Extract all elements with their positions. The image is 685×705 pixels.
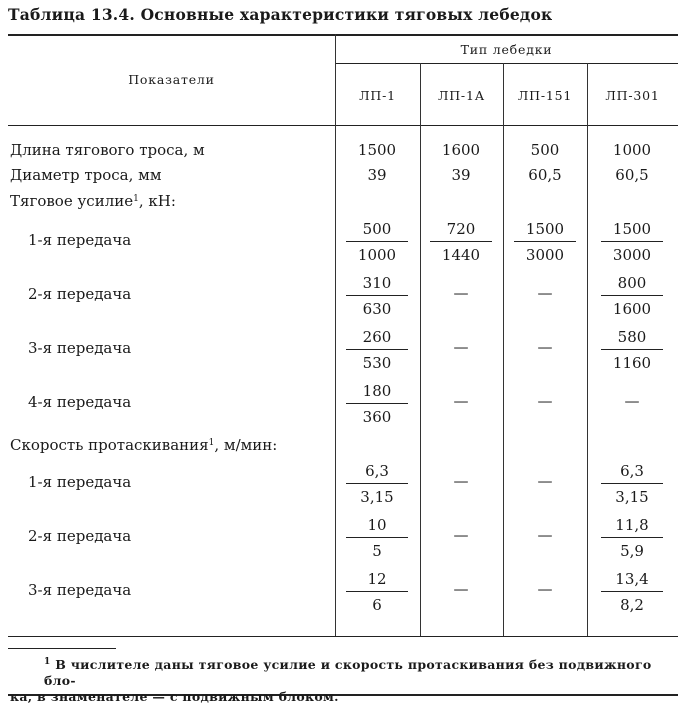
fraction-cell bbox=[342, 460, 412, 508]
fraction-cell bbox=[342, 218, 412, 266]
cell: 1000 bbox=[612, 141, 652, 159]
fraction-bar bbox=[601, 349, 663, 350]
denominator: 530 bbox=[362, 354, 392, 372]
empty-cell-dash: — bbox=[537, 392, 553, 410]
numerator: 1500 bbox=[612, 220, 652, 238]
fraction-bar bbox=[346, 537, 408, 538]
fraction-cell bbox=[597, 218, 667, 266]
fraction-bar bbox=[346, 241, 408, 242]
denominator: 1600 bbox=[612, 300, 652, 318]
section-label-traction: Тяговое усилие$^1$, кН: bbox=[10, 192, 176, 210]
empty-cell-dash: — bbox=[537, 284, 553, 302]
cell: 500 bbox=[530, 141, 560, 159]
empty-cell-dash: — bbox=[624, 392, 640, 410]
numerator: 13,4 bbox=[615, 570, 649, 588]
cell: 1500 bbox=[357, 141, 397, 159]
fraction-bar bbox=[601, 295, 663, 296]
empty-cell-dash: — bbox=[453, 580, 469, 598]
row-label-gear: 1-я передача bbox=[28, 231, 132, 249]
fraction-bar bbox=[601, 591, 663, 592]
denominator: 1000 bbox=[357, 246, 397, 264]
cell: 60,5 bbox=[615, 166, 649, 184]
section-label-speed: Скорость протаскивания$^1$, м/мин: bbox=[10, 436, 278, 454]
row-label-gear: 1-я передача bbox=[28, 473, 132, 491]
table-caption: Таблица 13.4. Основные характеристики тяговых лебедок bbox=[8, 5, 553, 24]
numerator: 1500 bbox=[525, 220, 565, 238]
denominator: 3,15 bbox=[360, 488, 394, 506]
header-col-lp1a: ЛП-1А bbox=[438, 88, 485, 103]
fraction-bar bbox=[601, 537, 663, 538]
denominator: 5 bbox=[372, 542, 382, 560]
cell: 39 bbox=[451, 166, 471, 184]
row-label-rope-length: Длина тягового троса, м bbox=[10, 141, 205, 159]
empty-cell-dash: — bbox=[537, 472, 553, 490]
denominator: 8,2 bbox=[620, 596, 644, 614]
fraction-cell bbox=[426, 218, 496, 266]
empty-cell-dash: — bbox=[453, 338, 469, 356]
cell: 1600 bbox=[441, 141, 481, 159]
cell: 60,5 bbox=[528, 166, 562, 184]
numerator: 180 bbox=[362, 382, 392, 400]
numerator: 10 bbox=[367, 516, 387, 534]
numerator: 6,3 bbox=[620, 462, 644, 480]
header-col-lp1: ЛП-1 bbox=[359, 88, 396, 103]
fraction-cell bbox=[342, 380, 412, 428]
denominator: 630 bbox=[362, 300, 392, 318]
fraction-cell bbox=[597, 460, 667, 508]
denominator: 3000 bbox=[612, 246, 652, 264]
bottom-rule bbox=[8, 636, 678, 637]
column-divider bbox=[503, 63, 504, 636]
empty-cell-dash: — bbox=[453, 284, 469, 302]
column-divider bbox=[587, 63, 588, 636]
numerator: 580 bbox=[617, 328, 647, 346]
row-label-rope-diameter: Диаметр троса, мм bbox=[10, 166, 162, 184]
row-label-gear: 4-я передача bbox=[28, 393, 132, 411]
empty-cell-dash: — bbox=[453, 392, 469, 410]
numerator: 800 bbox=[617, 274, 647, 292]
footnote: $^1$ В числителе даны тяговое усилие и скорость протаскивания без подвижного бло- ка, в знаменателе — с подвижным блоком. bbox=[10, 657, 652, 704]
numerator: 500 bbox=[362, 220, 392, 238]
fraction-cell bbox=[342, 568, 412, 616]
fraction-bar bbox=[430, 241, 492, 242]
header-bottom-rule bbox=[8, 125, 678, 126]
fraction-cell bbox=[342, 514, 412, 562]
row-label-gear: 2-я передача bbox=[28, 285, 132, 303]
header-winch-type: Тип лебедки bbox=[460, 42, 553, 57]
top-rule bbox=[8, 34, 678, 36]
header-col-lp301: ЛП-301 bbox=[605, 88, 660, 103]
denominator: 360 bbox=[362, 408, 392, 426]
fraction-bar bbox=[601, 483, 663, 484]
fraction-bar bbox=[514, 241, 576, 242]
row-label-gear: 3-я передача bbox=[28, 339, 132, 357]
cell: 39 bbox=[367, 166, 387, 184]
fraction-bar bbox=[346, 295, 408, 296]
fraction-cell bbox=[597, 326, 667, 374]
fraction-cell bbox=[342, 326, 412, 374]
fraction-cell bbox=[510, 218, 580, 266]
empty-cell-dash: — bbox=[453, 526, 469, 544]
subheader-rule bbox=[335, 63, 678, 64]
fraction-cell bbox=[342, 272, 412, 320]
denominator: 3,15 bbox=[615, 488, 649, 506]
column-divider bbox=[335, 34, 336, 636]
numerator: 12 bbox=[367, 570, 387, 588]
fraction-cell bbox=[597, 514, 667, 562]
fraction-cell bbox=[597, 568, 667, 616]
denominator: 1160 bbox=[612, 354, 652, 372]
denominator: 5,9 bbox=[620, 542, 644, 560]
fraction-bar bbox=[346, 483, 408, 484]
numerator: 720 bbox=[446, 220, 476, 238]
empty-cell-dash: — bbox=[453, 472, 469, 490]
numerator: 260 bbox=[362, 328, 392, 346]
empty-cell-dash: — bbox=[537, 526, 553, 544]
numerator: 310 bbox=[362, 274, 392, 292]
empty-cell-dash: — bbox=[537, 338, 553, 356]
footnote-rule bbox=[8, 648, 116, 649]
header-col-lp151: ЛП-151 bbox=[517, 88, 573, 103]
empty-cell-dash: — bbox=[537, 580, 553, 598]
header-indicators: Показатели bbox=[128, 72, 215, 87]
row-label-gear: 3-я передача bbox=[28, 581, 132, 599]
fraction-bar bbox=[601, 241, 663, 242]
fraction-bar bbox=[346, 591, 408, 592]
fraction-bar bbox=[346, 403, 408, 404]
fraction-cell bbox=[597, 272, 667, 320]
denominator: 6 bbox=[372, 596, 382, 614]
row-label-gear: 2-я передача bbox=[28, 527, 132, 545]
fraction-bar bbox=[346, 349, 408, 350]
numerator: 11,8 bbox=[615, 516, 649, 534]
column-divider bbox=[420, 63, 421, 636]
numerator: 6,3 bbox=[365, 462, 389, 480]
denominator: 3000 bbox=[525, 246, 565, 264]
denominator: 1440 bbox=[441, 246, 481, 264]
